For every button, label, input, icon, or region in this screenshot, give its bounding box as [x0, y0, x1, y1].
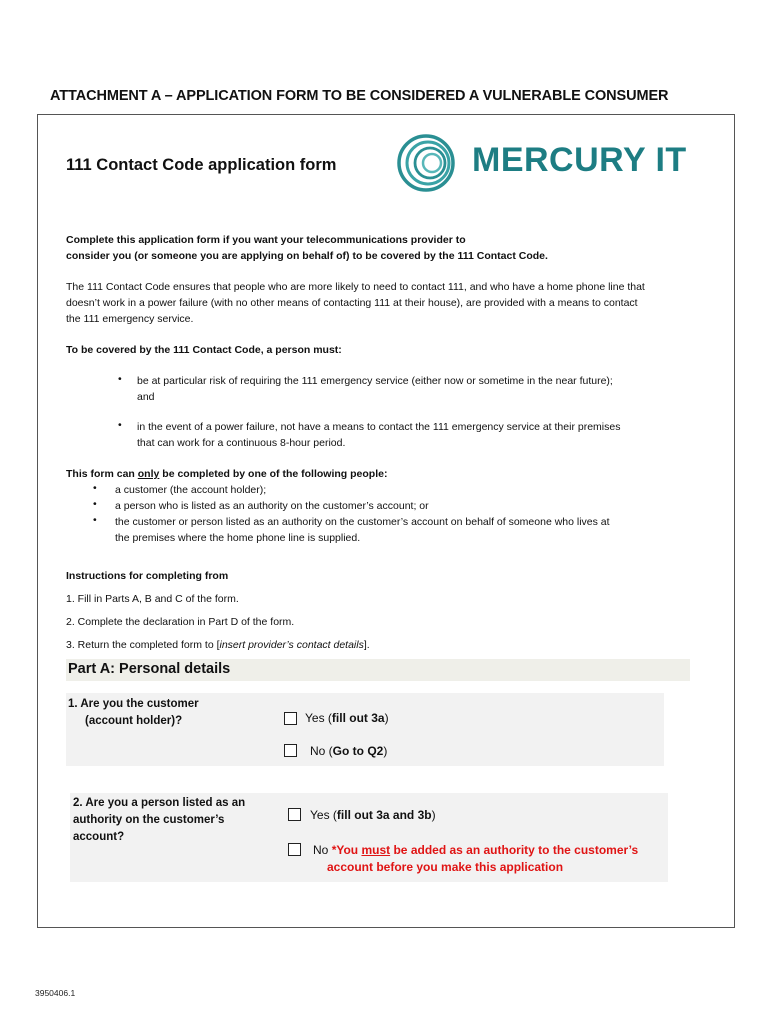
instruction-step-3-end: ].: [363, 639, 370, 651]
q1-yes-pre: Yes (: [305, 711, 332, 725]
q1-no-label: [310, 744, 387, 758]
document-id: 3950406.1: [35, 988, 76, 998]
bullet-icon: •: [118, 373, 122, 385]
question-2-label-line-2: authority on the customer’s: [73, 814, 225, 826]
must-item-1-line-1: be at particular risk of requiring the 111 emergency service (either now or sometime in the near future);: [137, 375, 613, 387]
q2-no-label: [313, 843, 638, 857]
only-heading-emphasis: only: [137, 468, 160, 480]
form-title: 111 Contact Code application form: [66, 156, 337, 174]
q1-no-pre: No (: [310, 744, 333, 758]
bullet-icon: •: [93, 514, 97, 526]
q2-no-pre: No: [313, 843, 332, 857]
instruction-step-1: 1. Fill in Parts A, B and C of the form.: [66, 593, 239, 605]
question-2-label-line-1: 2. Are you a person listed as an: [73, 797, 246, 809]
q2-yes-checkbox[interactable]: [288, 808, 301, 821]
bullet-icon: •: [118, 419, 122, 431]
q2-no-warning-must: must: [361, 843, 391, 857]
q2-yes-label: [310, 808, 436, 822]
code-description-line-2: doesn’t work in a power failure (with no other means of contacting 111 at their house), are provided with a means to contact: [66, 297, 638, 309]
only-heading-pre: This form can: [66, 468, 138, 480]
must-item-2-line-2: that can work for a continuous 8-hour period.: [137, 437, 346, 449]
q1-no-bold: Go to Q2: [332, 744, 384, 758]
bullet-icon: •: [93, 498, 97, 510]
code-description-line-3: the 111 emergency service.: [66, 313, 194, 325]
question-1-label-line-1: 1. Are you the customer: [68, 698, 199, 710]
intro-line-1: Complete this application form if you want your telecommunications provider to: [66, 234, 466, 246]
bullet-icon: •: [93, 482, 97, 494]
person-item-3-continued: the premises where the home phone line is supplied.: [115, 532, 361, 544]
q2-no-warning-a: *You: [331, 843, 362, 857]
q1-yes-label: [305, 711, 389, 725]
q1-yes-checkbox[interactable]: [284, 712, 297, 725]
intro-line-2: consider you (or someone you are applying on behalf of) to be covered by the 111 Contact Code.: [66, 250, 548, 262]
provider-contact-placeholder: insert provider’s contact details: [219, 639, 364, 651]
attachment-heading: ATTACHMENT A – APPLICATION FORM TO BE CONSIDERED A VULNERABLE CONSUMER: [50, 88, 669, 104]
instruction-step-3: [66, 637, 370, 653]
code-description-line-1: The 111 Contact Code ensures that people who are more likely to need to contact 111, and who have a home phone line that: [66, 281, 645, 293]
q2-no-warning-b: be added as an authority to the customer’s: [390, 843, 639, 857]
q2-yes-pre: Yes (: [310, 808, 337, 822]
must-heading: To be covered by the 111 Contact Code, a person must:: [66, 344, 342, 356]
person-item-2: a person who is listed as an authority on the customer’s account; or: [115, 500, 429, 512]
q2-no-warning-line-2: account before you make this application: [327, 860, 564, 874]
must-item-2-line-1: in the event of a power failure, not have a means to contact the 111 emergency service at their premises: [137, 421, 621, 433]
person-item-3: the customer or person listed as an authority on the customer’s account on behalf of someone who lives at: [115, 516, 610, 528]
q1-no-post: ): [383, 744, 388, 758]
q2-yes-bold: fill out 3a and 3b: [336, 808, 432, 822]
logo-wordmark: MERCURY IT: [472, 141, 687, 179]
question-2-label-line-3: account?: [73, 831, 125, 843]
part-a-title: Part A: Personal details: [68, 661, 231, 677]
only-heading-post: be completed by one of the following people:: [159, 468, 388, 480]
must-item-1-line-2: and: [137, 391, 155, 403]
instruction-step-3-text: 3. Return the completed form to [: [66, 639, 220, 651]
q1-yes-bold: fill out 3a: [331, 711, 385, 725]
q1-no-checkbox[interactable]: [284, 744, 297, 757]
q2-yes-post: ): [431, 808, 436, 822]
question-1-label-line-2: (account holder)?: [85, 715, 183, 727]
q2-no-warning: [332, 843, 639, 857]
person-item-1: a customer (the account holder);: [115, 484, 267, 496]
q2-no-checkbox[interactable]: [288, 843, 301, 856]
instructions-heading: Instructions for completing from: [66, 570, 229, 582]
only-heading: [66, 466, 387, 482]
q1-yes-post: ): [384, 711, 389, 725]
instruction-step-2: 2. Complete the declaration in Part D of the form.: [66, 616, 295, 628]
